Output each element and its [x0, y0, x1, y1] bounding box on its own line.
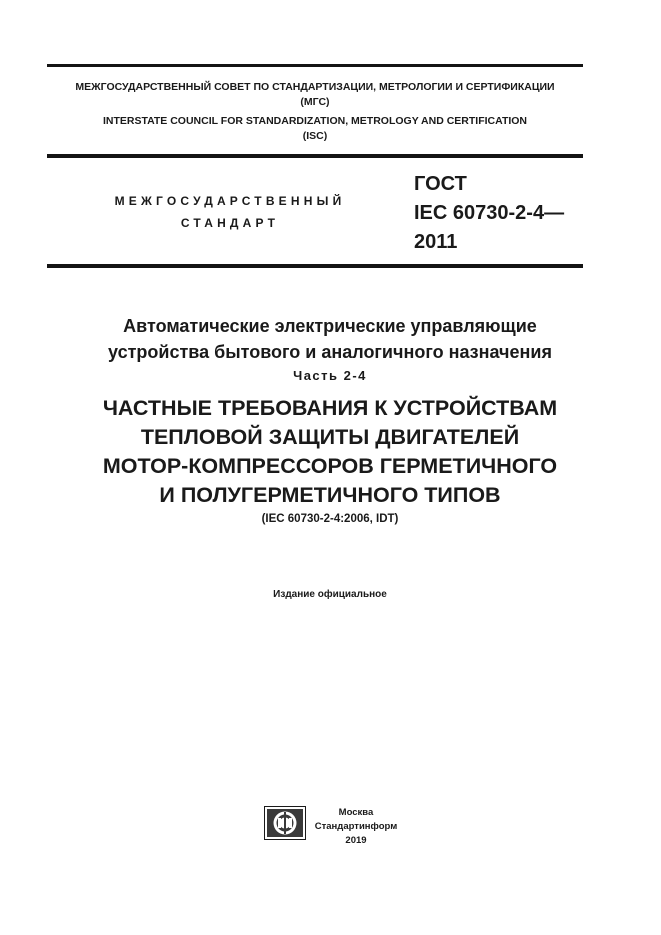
council-abbr-ru: (МГС) — [300, 96, 330, 108]
standartinform-logo-icon — [264, 806, 306, 840]
reference-standard: (IEC 60730-2-4:2006, IDT) — [261, 513, 399, 525]
part-number: Часть 2-4 — [293, 368, 367, 383]
edition-note: Издание официальное — [273, 589, 387, 600]
council-block — [47, 80, 583, 144]
council-abbr-en: (ISC) — [302, 130, 328, 142]
subtitle-line4: И ПОЛУГЕРМЕТИЧНОГО ТИПОВ — [159, 483, 501, 507]
council-name-en: INTERSTATE COUNCIL FOR STANDARDIZATION, METROLOGY AND CERTIFICATION — [102, 115, 528, 127]
subtitle-line1: ЧАСТНЫЕ ТРЕБОВАНИЯ К УСТРОЙСТВАМ — [102, 396, 558, 420]
imprint-year: 2019 — [345, 835, 367, 846]
title-line2: устройства бытового и аналогичного назначения — [108, 342, 552, 362]
rule-below-designation — [47, 264, 583, 268]
imprint-publisher: Стандартинформ — [314, 821, 398, 832]
designation-line3: 2011 — [414, 231, 458, 253]
rule-above-designation — [47, 154, 583, 158]
standard-type — [60, 190, 400, 234]
imprint — [306, 806, 406, 848]
title-line1: Автоматические электрические управляющие — [123, 316, 537, 336]
designation-line1: ГОСТ — [414, 173, 467, 195]
top-rule — [47, 64, 583, 67]
document-title — [20, 313, 640, 365]
designation — [414, 170, 564, 257]
imprint-city: Москва — [338, 807, 374, 818]
subtitle-line3: МОТОР-КОМПРЕССОРОВ ГЕРМЕТИЧНОГО — [102, 454, 558, 478]
document-subtitle — [20, 394, 640, 510]
subtitle-line2: ТЕПЛОВОЙ ЗАЩИТЫ ДВИГАТЕЛЕЙ — [140, 425, 520, 449]
standard-type-line1: МЕЖГОСУДАРСТВЕННЫЙ — [114, 194, 346, 208]
standard-type-line2: СТАНДАРТ — [180, 216, 280, 230]
designation-line2: IEC 60730-2-4— — [414, 202, 565, 224]
council-name-ru: МЕЖГОСУДАРСТВЕННЫЙ СОВЕТ ПО СТАНДАРТИЗАЦИИ, МЕТРОЛОГИИ И СЕРТИФИКАЦИИ — [75, 81, 555, 93]
